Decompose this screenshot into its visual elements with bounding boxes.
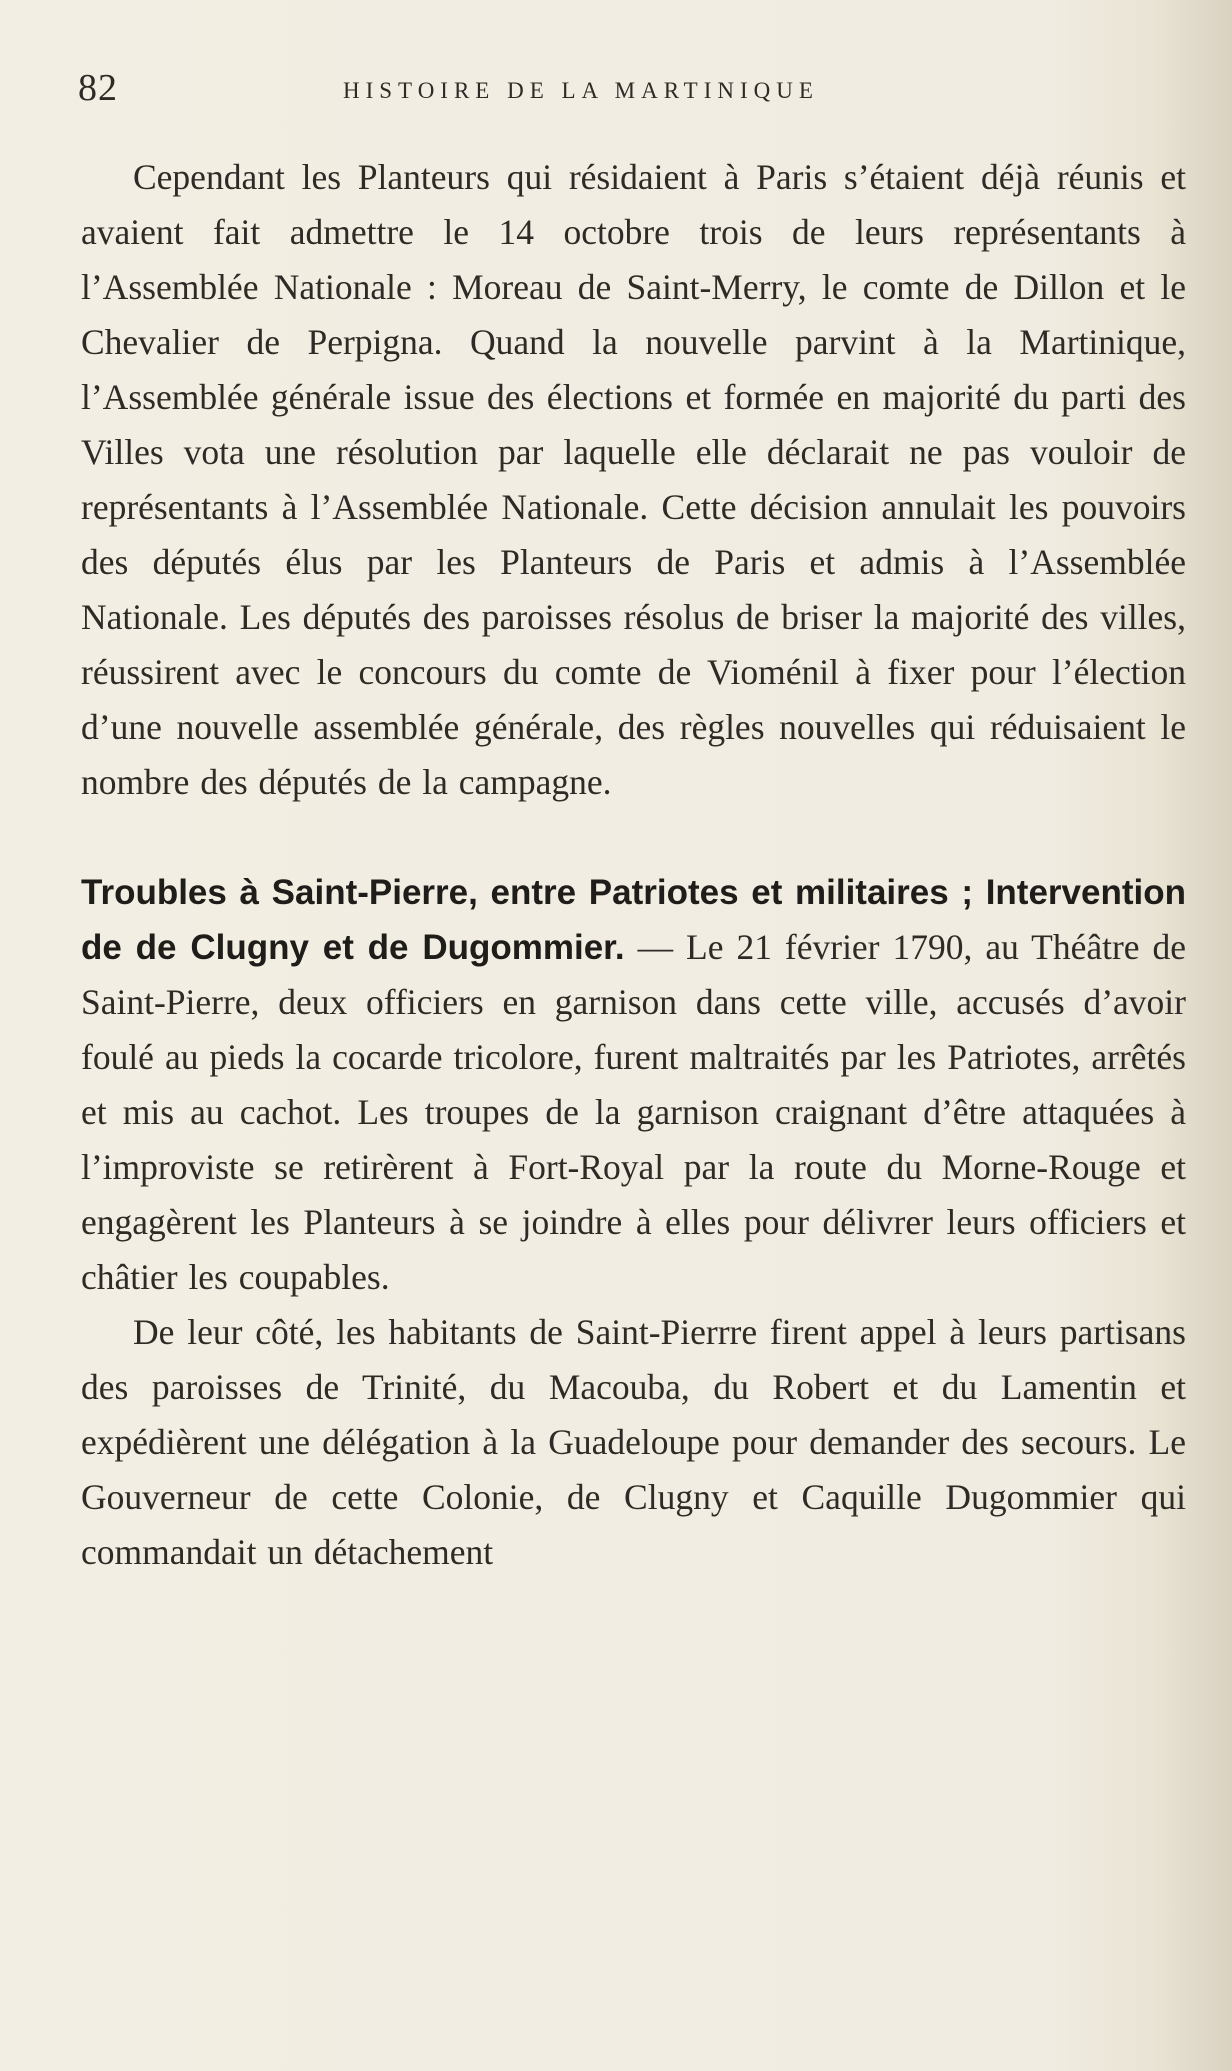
paragraph-2-text: — Le 21 février 1790, au Théâtre de Saint-Pierre, deux officiers en garnison dans cette ville, accusés d’avoir foulé au pieds la cocarde tricolore, furent maltraités par les Patriotes, arrêtés et mis au cachot. Les troupes de la garnison craignant d’être attaquées à l’improviste se retirèrent à Fort-Royal par la route du Morne-Rouge et engagèrent les Planteurs à se joindre à elles pour délivrer leurs officiers et châtier les coupables. [81,927,1187,1297]
paragraph-1: Cependant les Planteurs qui résidaient à Paris s’étaient déjà réunis et avaient fait admettre le 14 octobre trois de leurs représentants à l’Assemblée Nationale : Moreau de Saint-Merry, le comte de Dillon et le Chevalier de Perpigna. Quand la nouvelle parvint à la Martinique, l’Assemblée générale issue des élections et formée en majorité du parti des Villes vota une résolution par laquelle elle déclarait ne pas vouloir de représentants à l’Assemblée Nationale. Cette décision annulait les pouvoirs des députés élus par les Planteurs de Paris et admis à l’Assemblée Nationale. Les députés des paroisses résolus de briser la majorité des villes, réussirent avec le concours du comte de Vioménil à fixer pour l’élection d’une nouvelle assemblée générale, des règles nouvelles qui réduisaient le nombre des députés de la campagne. [81,157,1186,802]
page-number: 82 [78,67,118,109]
running-title: HISTOIRE DE LA MARTINIQUE [343,78,819,103]
page-text [81,150,1186,1580]
section-heading: Troubles à Saint-Pierre, entre Patriotes et militaires ; Intervention de de Clugny et de Dugommier. [81,873,1186,967]
page-header [78,66,1188,116]
paragraph-2 [81,865,1186,1305]
paragraph-3: De leur côté, les habitants de Saint-Pierrre firent appel à leurs partisans des paroisses de Trinité, du Macouba, du Robert et du Lamentin et expédièrent une délégation à la Guadeloupe pour demander des secours. Le Gouverneur de cette Colonie, de Clugny et Caquille Dugommier qui commandait un détachement [81,1312,1186,1572]
